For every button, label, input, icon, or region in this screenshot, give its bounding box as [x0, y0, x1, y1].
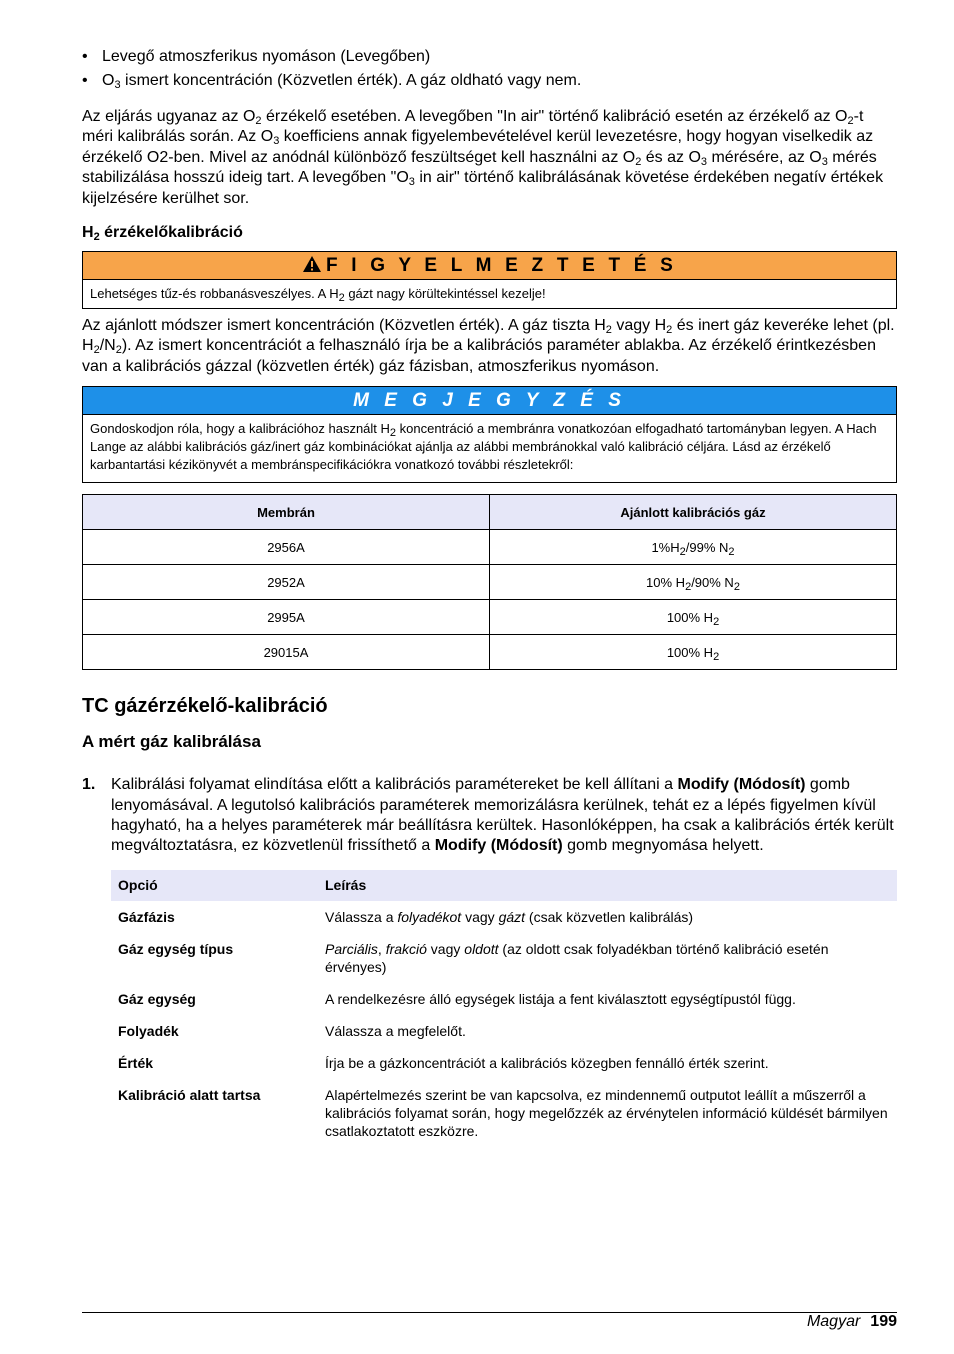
table-row — [111, 1015, 897, 1047]
table-header-row — [111, 870, 897, 901]
option-cell: Gázfázis — [118, 908, 175, 925]
column-header: Ajánlott kalibrációs gáz — [490, 495, 897, 530]
page-number: 199 — [870, 1313, 897, 1330]
table-row — [111, 983, 897, 1015]
option-cell: Gáz egység — [118, 990, 196, 1007]
table-row — [83, 530, 897, 565]
option-cell: Kalibráció alatt tartsa — [118, 1086, 261, 1103]
table-row — [111, 933, 897, 983]
h2-paragraph: Az ajánlott módszer ismert koncentráción (Közvetlen érték). A gáz tiszta $H_2$ vagy $H_2$ és inert gáz keveréke lehet (pl. $H_2/N_2$). Az ismert koncentrációt a felhasználó írja be a kalibrációs paraméter ablakba. Az érzékelő érintkezésben van a kalibrációs gázzal (közvetlen érték) gáz fázisban, atmoszferikus nyomáson. — [82, 317, 895, 375]
gas-cell: $1\%H_2/99\%$ $N_2$ — [490, 530, 897, 565]
options-table — [111, 870, 897, 1147]
membrane-cell: 29015A — [83, 635, 490, 670]
description-cell: Válassza a folyadékot vagy gázt (csak közvetlen kalibrálás) — [325, 908, 694, 925]
step-1 — [82, 775, 897, 857]
footer-language: Magyar — [806, 1313, 861, 1330]
description-cell: Parciális, frakció vagy oldott (az oldott csak folyadékban történő kalibráció esetén érvényes) — [325, 940, 829, 975]
description-cell: A rendelkezésre álló egységek listája a fent kiválasztott egységtípustól függ. — [325, 990, 796, 1007]
membrane-table — [82, 494, 897, 670]
table-row — [111, 1079, 897, 1147]
list-item: • Levegő atmoszferikus nyomáson (Levegőben) — [82, 45, 897, 68]
warning-title: F I G Y E L M E Z T E T É S — [326, 255, 677, 277]
warning-header — [83, 252, 896, 280]
gas-cell: 10% $H_2/90\%$ $N_2$ — [490, 565, 897, 600]
step-text: Kalibrálási folyamat elindítása előtt a kalibrációs paramétereket be kell állítani a Modify (Módosít) gomb lenyomásával. A legutolsó kalibrációs paraméterek memorizálásra kerülnek, tehát ez a lépés figyelmen kívül hagyható, ha a helyes paraméterek már beállításra kerültek. Hasonlóképpen, ha csak a kalibrációs érték került megváltoztatásra, ez közvetlenül frissíthető a Modify (Módosít) gomb megnyomása helyett. — [111, 776, 894, 855]
gas-cell: 100% $H_2$ — [490, 635, 897, 670]
note-box — [82, 386, 897, 483]
column-header: Opció — [111, 870, 318, 901]
subsection-title: A mért gáz kalibrálása — [82, 732, 261, 752]
option-cell: Érték — [118, 1054, 154, 1071]
membrane-cell: 2995A — [83, 600, 490, 635]
o3-paragraph: Az eljárás ugyanaz az $O_2$ érzékelő esetében. A levegőben "In air" történő kalibráció esetén az érzékelő az $O_2-t$ méri kalibrálás során. Az $O_3$ koefficiens annak figyelembevételével kerül levezetésre, hogy hogyan viselkedik az érzékelő O2-ben. Mivel az anódnál különböző feszültséget kell használni az $O_2$ és az $O_3$ mérésére, az $O_3$ mérés stabilizálása hosszú ideig tart. A levegőben "$O_3$ in air" történő kalibrálásának követése érdekében negatív értékek kijelzésére kerülhet sor. — [82, 108, 884, 207]
gas-cell: 100% $H_2$ — [490, 600, 897, 635]
warning-text: Lehetséges tűz-és robbanásveszélyes. A $H_2$ gázt nagy körültekintéssel kezelje! — [90, 286, 546, 305]
description-cell: Alapértelmezés szerint be van kapcsolva, ez mindennemű outputot leállít a műszerről a kalibrációs folyamat során, hogy megelőzzék az érvénytelen információ küldését bármilyen csatlakoztatott eszközre. — [325, 1086, 888, 1139]
bullet-list — [82, 45, 897, 92]
column-header: Membrán — [83, 495, 490, 530]
table-row — [111, 1047, 897, 1079]
table-row — [83, 565, 897, 600]
table-row — [83, 600, 897, 635]
membrane-cell: 2956A — [83, 530, 490, 565]
footer-divider — [82, 1312, 897, 1313]
section-title: TC gázérzékelő-kalibráció — [82, 695, 328, 718]
table-row — [83, 635, 897, 670]
option-cell: Folyadék — [118, 1022, 179, 1039]
step-number: 1. — [82, 776, 96, 794]
table-row — [111, 901, 897, 933]
warning-box — [82, 251, 897, 309]
description-cell: Válassza a megfelelőt. — [325, 1022, 466, 1039]
note-text: Gondoskodjon róla, hogy a kalibrációhoz használt $H_2$ koncentráció a membránra vonatkozóan elfogadható tartományban legyen. A Hach Lange az alábbi kalibrációs gáz/inert gáz kombinációkat ajánlja az alábbi membránokkal való kalibráció céljára. Lásd az érzékelő karbantartási kézikönyvét a membránspecifikációkra vonatkozó további részletekről: — [90, 421, 877, 473]
page-content — [82, 45, 897, 1147]
column-header: Leírás — [318, 870, 897, 901]
list-item: • $O_3$ ismert koncentráción (Közvetlen érték). A gáz oldható vagy nem. — [82, 69, 897, 92]
note-header: M E G J E G Y Z É S — [83, 387, 896, 415]
table-header-row — [83, 495, 897, 530]
h2-calibration-heading: $H_2$ érzékelőkalibráció — [82, 224, 243, 244]
page-footer — [807, 1312, 897, 1332]
membrane-cell: 2952A — [83, 565, 490, 600]
option-cell: Gáz egység típus — [118, 940, 234, 957]
description-cell: Írja be a gázkoncentrációt a kalibrációs közegben fennálló érték szerint. — [325, 1054, 769, 1071]
warning-triangle-icon — [302, 255, 322, 273]
